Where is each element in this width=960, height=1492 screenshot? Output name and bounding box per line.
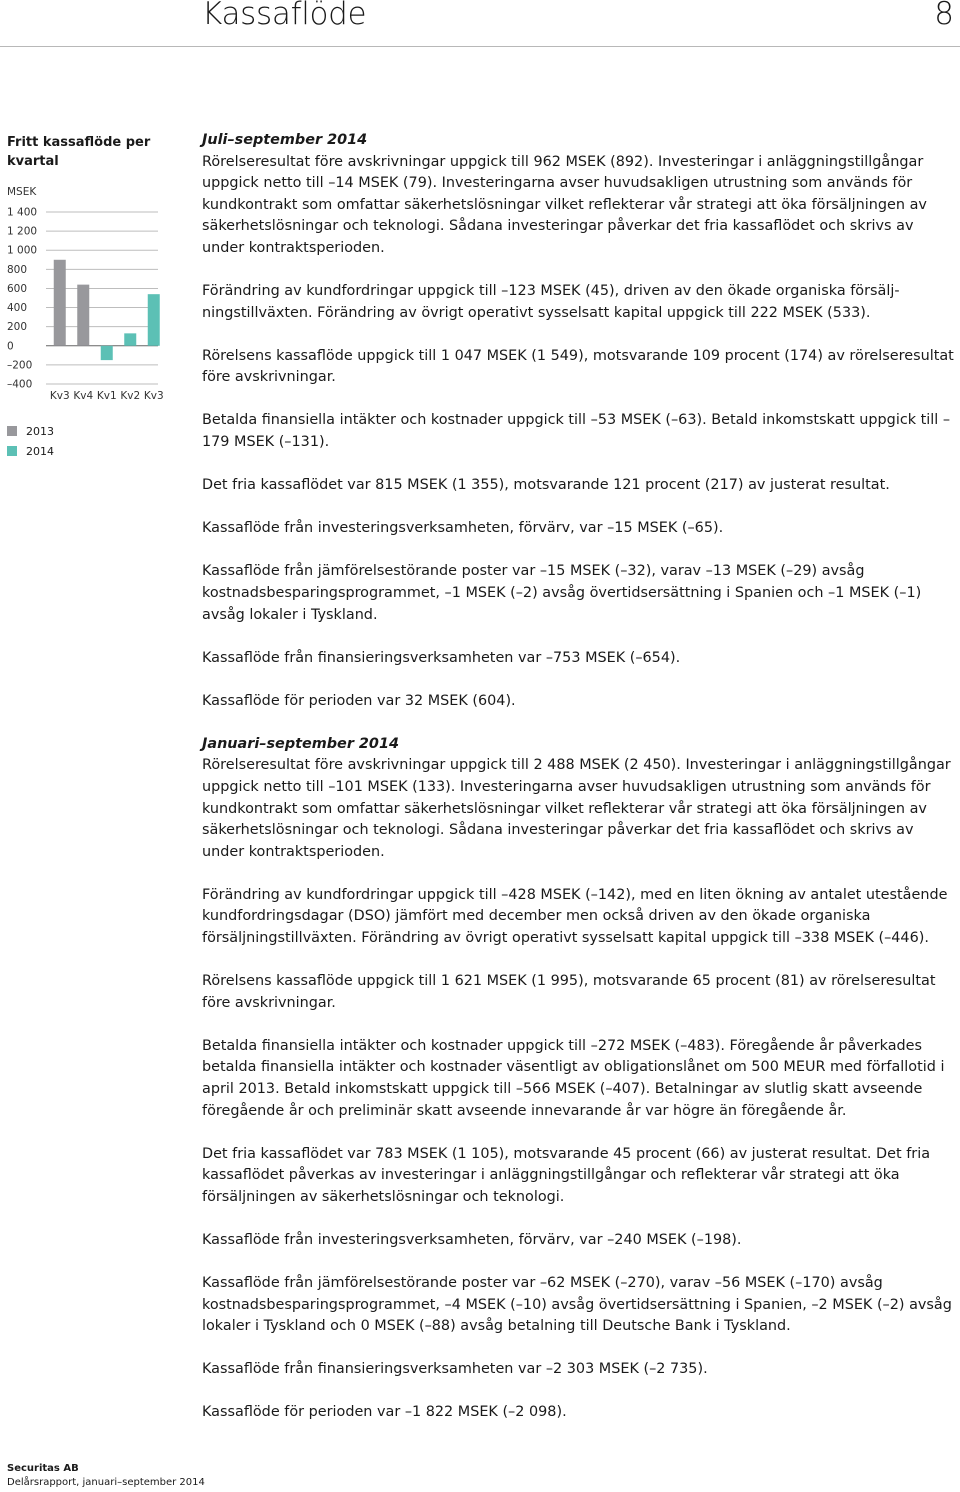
page-number: 8 — [934, 0, 954, 32]
chart-title: Fritt kassaflöde per kvartal — [7, 135, 151, 169]
section-heading-q3: Juli–september 2014 — [202, 132, 368, 148]
paragraph: Kassaflöde från finansieringsverksamheten var –753 MSEK (–654). — [202, 649, 681, 666]
y-tick-label: 0 — [7, 340, 14, 353]
paragraph: Kassaflöde för perioden var 32 MSEK (604). — [202, 692, 516, 709]
bar-kv3-2014 — [148, 294, 160, 346]
paragraph: Det fria kassaflödet var 783 MSEK (1 105), motsvarande 45 procent (66) av justerat resultat. Det fria kassaflödet påverkas av investeringar i anläggningstillgångar och reflekterar vår strategi att öka försäljningen av säkerhetslösningar och teknologi. — [202, 1145, 931, 1205]
y-tick-label: 800 — [7, 263, 28, 276]
x-tick-label: Kv1 — [96, 390, 117, 402]
y-tick-label: –200 — [7, 359, 33, 372]
paragraph: Kassaflöde från finansieringsverksamheten var –2 303 MSEK (–2 735). — [202, 1361, 708, 1378]
paragraph: Det fria kassaflödet var 815 MSEK (1 355), motsvarande 121 procent (217) av justerat resultat. — [202, 477, 890, 494]
chart-legend — [7, 421, 54, 461]
paragraph: Kassaflöde från investeringsverksamheten, förvärv, var –15 MSEK (–65). — [202, 520, 724, 537]
y-tick-label: 200 — [7, 321, 28, 334]
page-title: Kassaflöde — [202, 0, 367, 32]
bar-kv1-2014 — [101, 346, 113, 360]
paragraph: Kassaflöde från jämförelsestörande poster var –62 MSEK (–270), varav –56 MSEK (–170) avsåg kostnadsbesparingsprogrammet, –4 MSEK (–10) avsåg övertidsersättning i Spanien, –2 MSEK (–2) avsåg lokaler i Tyskland och 0 MSEK (–88) avsåg betalning till Deutsche Bank i Tyskland. — [202, 1275, 952, 1335]
legend-label-2014: 2014 — [26, 444, 54, 458]
legend-swatch-2014 — [7, 446, 17, 456]
paragraph: Rörelsens kassaflöde uppgick till 1 621 MSEK (1 995), motsvarande 65 procent (81) av rörelseresultat före avskrivningar. — [202, 973, 936, 1011]
section-heading-ytd: Januari–september 2014 — [202, 735, 399, 752]
paragraph: Förändring av kundfordringar uppgick till –123 MSEK (45), driven av den ökade organiska försäljningstillväxten. Förändring av övrigt operativt sysselsatt kapital uppgick till 222 MSEK (533). — [202, 283, 900, 321]
legend-item-2014 — [7, 441, 54, 461]
paragraph: Betalda finansiella intäkter och kostnader uppgick till –272 MSEK (–483). Föregående år påverkades betalda finansiella intäkter och kostnader väsentligt av obligationslånet om 500 MEUR med förfallotid i april 2013. Betald inkomstskatt uppgick till –566 MSEK (–407). Betalningar av slutlig skatt avseende föregående år och preliminär skatt avseende innevarande år var högre än föregående år. — [202, 1037, 945, 1119]
y-tick-label: 600 — [7, 282, 28, 295]
x-tick-label: Kv2 — [120, 390, 141, 402]
paragraph: Rörelseresultat före avskrivningar uppgick till 2 488 MSEK (2 450). Investeringar i anläggningstillgångar uppgick netto till –101 MSEK (133). Investeringarna avser huvudsakligen utrustning som används för kundkontrakt som omfattar säkerhetslösningar vilket reflekterar vår strategi att öka försäljningen av säkerhetslösningar och teknologi. Sådana investeringar påverkar det fria kassaflödet och skrivs av under kontraktsperioden. — [202, 757, 951, 860]
footer — [7, 1462, 205, 1490]
y-tick-label: 400 — [7, 302, 28, 315]
bar-kv4-2013 — [77, 285, 89, 346]
paragraph: Kassaflöde från investeringsverksamheten, förvärv, var –240 MSEK (–198). — [202, 1231, 742, 1248]
header-rule — [0, 46, 960, 47]
legend-swatch-2013 — [7, 426, 17, 436]
y-tick-label: 1 000 — [7, 244, 38, 257]
free-cash-flow-chart — [0, 180, 170, 410]
chart-bars — [54, 260, 160, 360]
paragraph: Rörelseresultat före avskrivningar uppgick till 962 MSEK (892). Investeringar i anläggningstillgångar uppgick netto till –14 MSEK (79). Investeringarna avser huvudsakligen utrustning som används för kundkontrakt som omfattar säkerhetslösningar vilket reflekterar vår strategi att öka försäljningen av säkerhetslösningar och teknologi. Sådana investeringar påverkar det fria kassaflödet och skrivs av under kontraktsperioden. — [202, 153, 927, 256]
paragraph: Betalda finansiella intäkter och kostnader uppgick till –53 MSEK (–63). Betald inkomstskatt uppgick till –179 MSEK (–131). — [202, 412, 951, 451]
paragraph: Rörelsens kassaflöde uppgick till 1 047 MSEK (1 549), motsvarande 109 procent (174) av rörelseresultat före avskrivningar. — [202, 347, 954, 386]
y-tick-label: 1 400 — [7, 206, 38, 219]
paragraph: Förändring av kundfordringar uppgick till –428 MSEK (–142), med en liten ökning av antalet utestående kundfordringsdagar (DSO) jämfört med december men också driven av den ökade organiska försäljningstillväxten. Förändring av övrigt operativt sysselsatt kapital uppgick till –338 MSEK (–446). — [202, 886, 948, 947]
legend-item-2013 — [7, 421, 54, 441]
paragraph: Kassaflöde för perioden var –1 822 MSEK (–2 098). — [202, 1404, 567, 1421]
y-tick-label: –400 — [7, 378, 33, 391]
footer-report: Delårsrapport, januari–september 2014 — [7, 1477, 205, 1488]
x-tick-label: Kv3 — [143, 390, 164, 402]
y-axis-label: MSEK — [7, 186, 37, 198]
y-tick-labels — [7, 207, 37, 391]
x-tick-labels — [50, 390, 164, 402]
footer-company: Securitas AB — [7, 1463, 79, 1474]
paragraph: Kassaflöde från jämförelsestörande poster var –15 MSEK (–32), varav –13 MSEK (–29) avsåg kostnadsbesparingsprogrammet, –1 MSEK (–2) avsåg övertidsersättning i Spanien och –1 MSEK (–1) avsåg lokaler i Tyskland. — [202, 563, 922, 623]
x-tick-label: Kv3 — [49, 390, 70, 402]
main-text — [202, 130, 960, 1446]
bar-kv2-2014 — [124, 333, 136, 345]
x-tick-label: Kv4 — [73, 390, 94, 402]
legend-label-2013: 2013 — [26, 424, 54, 438]
y-tick-label: 1 200 — [7, 225, 38, 238]
bar-kv3-2013 — [54, 260, 66, 346]
